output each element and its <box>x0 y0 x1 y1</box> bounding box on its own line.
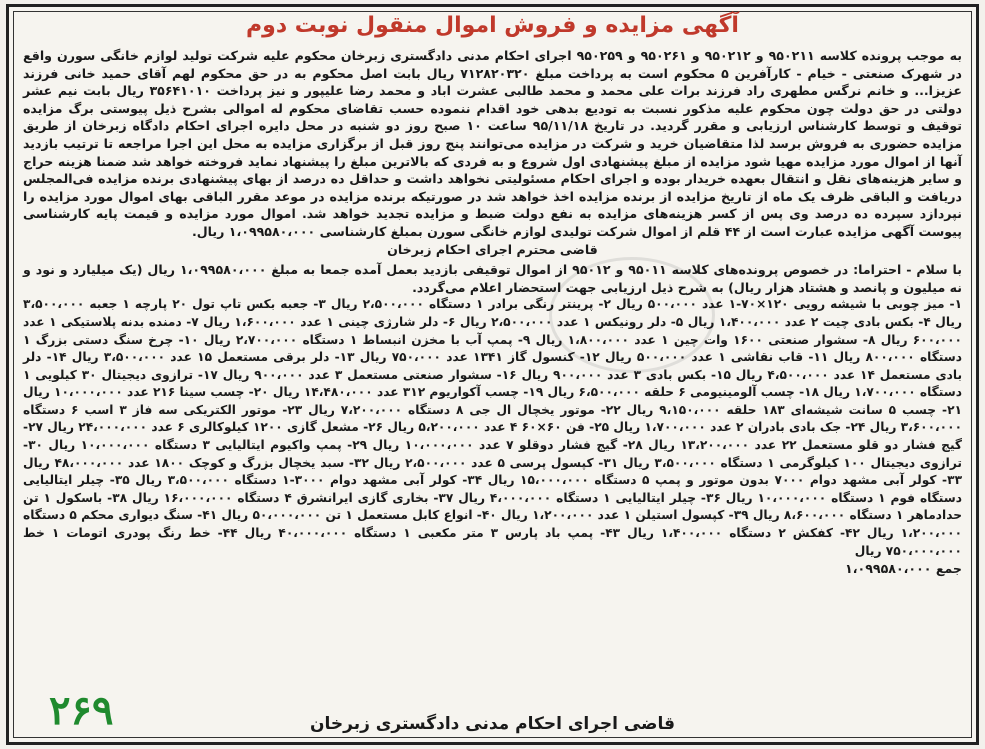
notice-page <box>6 4 979 745</box>
total-line: جمع ۱،۰۹۹۵۸۰،۰۰۰ <box>845 561 962 577</box>
handwritten-number: ۲۶۹ <box>49 687 114 734</box>
judge-address: قاضی محترم اجرای احکام زبرخان <box>387 241 598 257</box>
footer-signature: قاضی اجرای احکام مدنی دادگستری زبرخان <box>310 714 675 734</box>
notice-title: آگهی مزایده و فروش اموال منقول نوبت دوم <box>246 13 739 38</box>
items-list: ۱- میز چوبی با شیشه رویی ۱۲۰×۷۰-۱ عدد ۵۰۰،۰۰۰ ریال ۲- پرینتر رنگی برادر ۱ دستگاه ۲،۵۰۰،۰۰۰ ریال ۳- جعبه بکس تاپ تول ۲۰ پارچه ۱ جعبه ۳،۵۰۰،۰۰۰ ریال ۴- بکس بادی چیت ۲ عدد ۱،۴۰۰،۰۰۰ ریال ۵- دلر رونیکس ۱ عدد ۲،۵۰۰،۰۰۰ ریال ۶- دلر شارژی چینی ۱ عدد ۱،۶۰۰،۰۰۰ ریال ۷- دمنده بدنه پلاستیکی ۱ عدد ۶۰۰،۰۰۰ ریال ۸- سشوار صنعتی ۱۶۰۰ وات چین ۱ عدد ۱،۸۰۰،۰۰۰ ریال ۹- پمپ آب با مخزن انبساط ۱ دستگاه ۲،۷۰۰،۰۰۰ ریال ۱۰- چرخ سنگ دستی بزرگ ۱ دستگاه ۸۰۰،۰۰۰ ریال ۱۱- قاب نقاشی ۱ عدد ۵۰۰،۰۰۰ ریال ۱۲- کنسول گاز ۱۳۴۱ عدد ۷۵۰،۰۰۰ ریال ۱۳- دلر برقی مستعمل ۱۵ عدد ۳،۵۰۰،۰۰۰ ریال ۱۴- دلر بادی مستعمل ۱۴ عدد ۴،۵۰۰،۰۰۰ ریال ۱۵- بکس بادی ۳ عدد ۹۰۰،۰۰۰ ریال ۱۶- سشوار صنعتی مستعمل ۳ عدد ۹۰۰،۰۰۰ ریال ۱۷- ترازوی دیجیتال ۳۰ کیلویی ۱ دستگاه ۱،۷۰۰،۰۰۰ ریال ۱۸- چسب آلومینیومی ۶ حلقه ۶،۵۰۰،۰۰۰ ریال ۱۹- چسب آکواریوم ۳۱۲ عدد ۱۴،۴۸۰،۰۰۰ ریال ۲۰- چسب سینا ۲۱۶ عدد ۱۰،۰۰۰،۰۰۰ ریال ۲۱- چسب ۵ سانت شیشه‌ای ۱۸۳ حلقه ۹،۱۵۰،۰۰۰ ریال ۲۲- موتور یخچال ال جی ۸ دستگاه ۷،۲۰۰،۰۰۰ ریال ۲۳- موتور الکتریکی سه فاز ۳ اسب ۶ دستگاه ۳،۶۰۰،۰۰۰ ریال ۲۴- جک بادی بادران ۲ عدد ۱،۷۰۰،۰۰۰ ریال ۲۵- فن ۶۰×۶۰ ۴ عدد ۵،۲۰۰،۰۰۰ ریال ۲۶- مشعل گازی ۱۲۰۰ کیلوکالری ۶ عدد ۲۴،۰۰۰،۰۰۰ ریال ۲۷- گیج فشار دو قلو مستعمل ۲۲ عدد ۱۳،۲۰۰،۰۰۰ ریال ۲۸- گیج فشار دوقلو ۷ عدد ۱۰،۰۰۰،۰۰۰ ریال ۲۹- پمپ واکیوم ایتالیایی ۳ دستگاه ۱۰،۰۰۰،۰۰۰ ریال ۳۰- ترازوی دیجیتال ۱۰۰ کیلوگرمی ۱ دستگاه ۳،۵۰۰،۰۰۰ ریال ۳۱- کپسول پرسی ۵ عدد ۲،۵۰۰،۰۰۰ ریال ۳۲- سبد یخچال بزرگ و کوچک ۱۸۰۰ عدد ۴۸،۰۰۰،۰۰۰ ریال ۳۳- کولر آبی مشهد دوام ۷۰۰۰ بدون موتور و پمپ ۵ دستگاه ۱۵،۰۰۰،۰۰۰ ریال ۳۴- کولر آبی مشهد دوام ۳۰۰۰-۱ دستگاه ۳،۵۰۰،۰۰۰ ریال ۳۵- چیلر ایتالیایی دستگاه فوم ۱ دستگاه ۱۰،۰۰۰،۰۰۰ ریال ۳۶- چیلر ایتالیایی ۱ دستگاه ۴،۰۰۰،۰۰۰ ریال ۳۷- بخاری گازی ایرانشرق ۴ دستگاه ۱۶،۰۰۰،۰۰۰ ریال ۳۸- باسکول ۱ تن حدادماهر ۱ دستگاه ۸،۶۰۰،۰۰۰ ریال ۳۹- کپسول استیلن ۱ عدد ۱،۲۰۰،۰۰۰ ریال ۴۰- انواع کابل مستعمل ۱ تن ۵۰،۰۰۰،۰۰۰ ریال ۴۱- سنگ دیواری محکم ۵ دستگاه ۱،۲۰۰،۰۰۰ ریال ۴۲- کفکش ۲ دستگاه ۱،۴۰۰،۰۰۰ ریال ۴۳- پمپ باد پارس ۳ متر مکعبی ۱ دستگاه ۴۰،۰۰۰،۰۰۰ ریال ۴۴- خط رنگ پودری اتومات ۱ خط ۷۵۰،۰۰۰،۰۰۰ ریال <box>23 297 963 558</box>
notice-body <box>23 47 962 578</box>
greeting-paragraph: با سلام - احتراما: در خصوص پرونده‌های کلاسه ۹۵۰۱۱ و ۹۵۰۱۲ از اموال توقیفی بازدید بعمل آمده جمعا به مبلغ ۱،۰۹۹۵۸۰،۰۰۰ ریال (یک میلیارد و نود و نه میلیون و پانصد و هشتاد هزار ریال) به شرح ذیل ارزیابی جهت استحضار اعلام می‌گردد. <box>23 262 962 295</box>
notice-paragraph: به موجب پرونده کلاسه ۹۵۰۲۱۱ و ۹۵۰۲۱۲ و ۹۵۰۲۶۱ و ۹۵۰۲۵۹ اجرای احکام مدنی دادگستری زبرخان محکوم علیه شرکت تولید لوازم خانگی سورن واقع در شهرک صنعتی - خیام - کارآفرین ۵ محکوم است به پرداخت مبلغ ۷۱۲۸۲۰۳۲۰ ریال بابت اصل محکوم به در حق محکوم لهم آقای حمید خانی فرزند عزیزا... و خانم نرگس مطهری راد فرزند برات علی محمد و محمد طالبی عشرت اباد و محمد رضا علیپور و نیز پرداخت ۳۵۶۴۱۰۱۰ ریال بابت نیم عشر دولتی در حق دولت چون محکوم علیه مذکور نسبت به تودیع بدهی خود اقدام ننموده حسب تقاضای محکوم له اموالی بشرح ذیل پیوستی برگ مزایده توقیف و توسط کارشناس ارزیابی و مقرر گردید. در تاریخ ۹۵/۱۱/۱۸ ساعت ۱۰ صبح روز دو شنبه در محل دایره اجرای احکام دادگاه زبرخان از طریق مزایده حضوری به فروش برسد لذا متقاضیان خرید و شرکت در مزایده می‌توانند پنج روز قبل از برگزاری مزایده به محل این اجرا مراجعه تا ترتیب بازدید آنها از اموال مورد مزایده مهیا شود مزایده از مبلغ پیشنهادی اول شروع و به فردی که بالاترین مبلغ را پیشنهاد نماید فروخته خواهد شد ضمنا هزینه حراج و سایر هزینه‌های نقل و انتقال بعهده خریدار بوده و اجرای احکام مسئولیتی نخواهد داشت و حداقل ده درصد از بهای پیشنهادی برنده مزایده فی‌المجلس دریافت و الباقی ظرف یک ماه از تاریخ مزایده از برنده مزایده اخذ خواهد شد در صورتیکه برنده مزایده در موعد مقرر الباقی بهای اموال مورد مزایده را نپردازد سپرده ده درصد وی پس از کسر هزینه‌های مزایده به نفع دولت ضبط و مزایده تجدید خواهد شد. اموال مورد مزایده و قیمت پایه کارشناسی پیوست آگهی مزایده عبارت است از ۴۴ قلم از اموال شرکت تولیدی لوازم خانگی سورن بمبلغ کارشناسی ۱،۰۹۹۵۸۰،۰۰۰ ریال. <box>23 48 963 239</box>
